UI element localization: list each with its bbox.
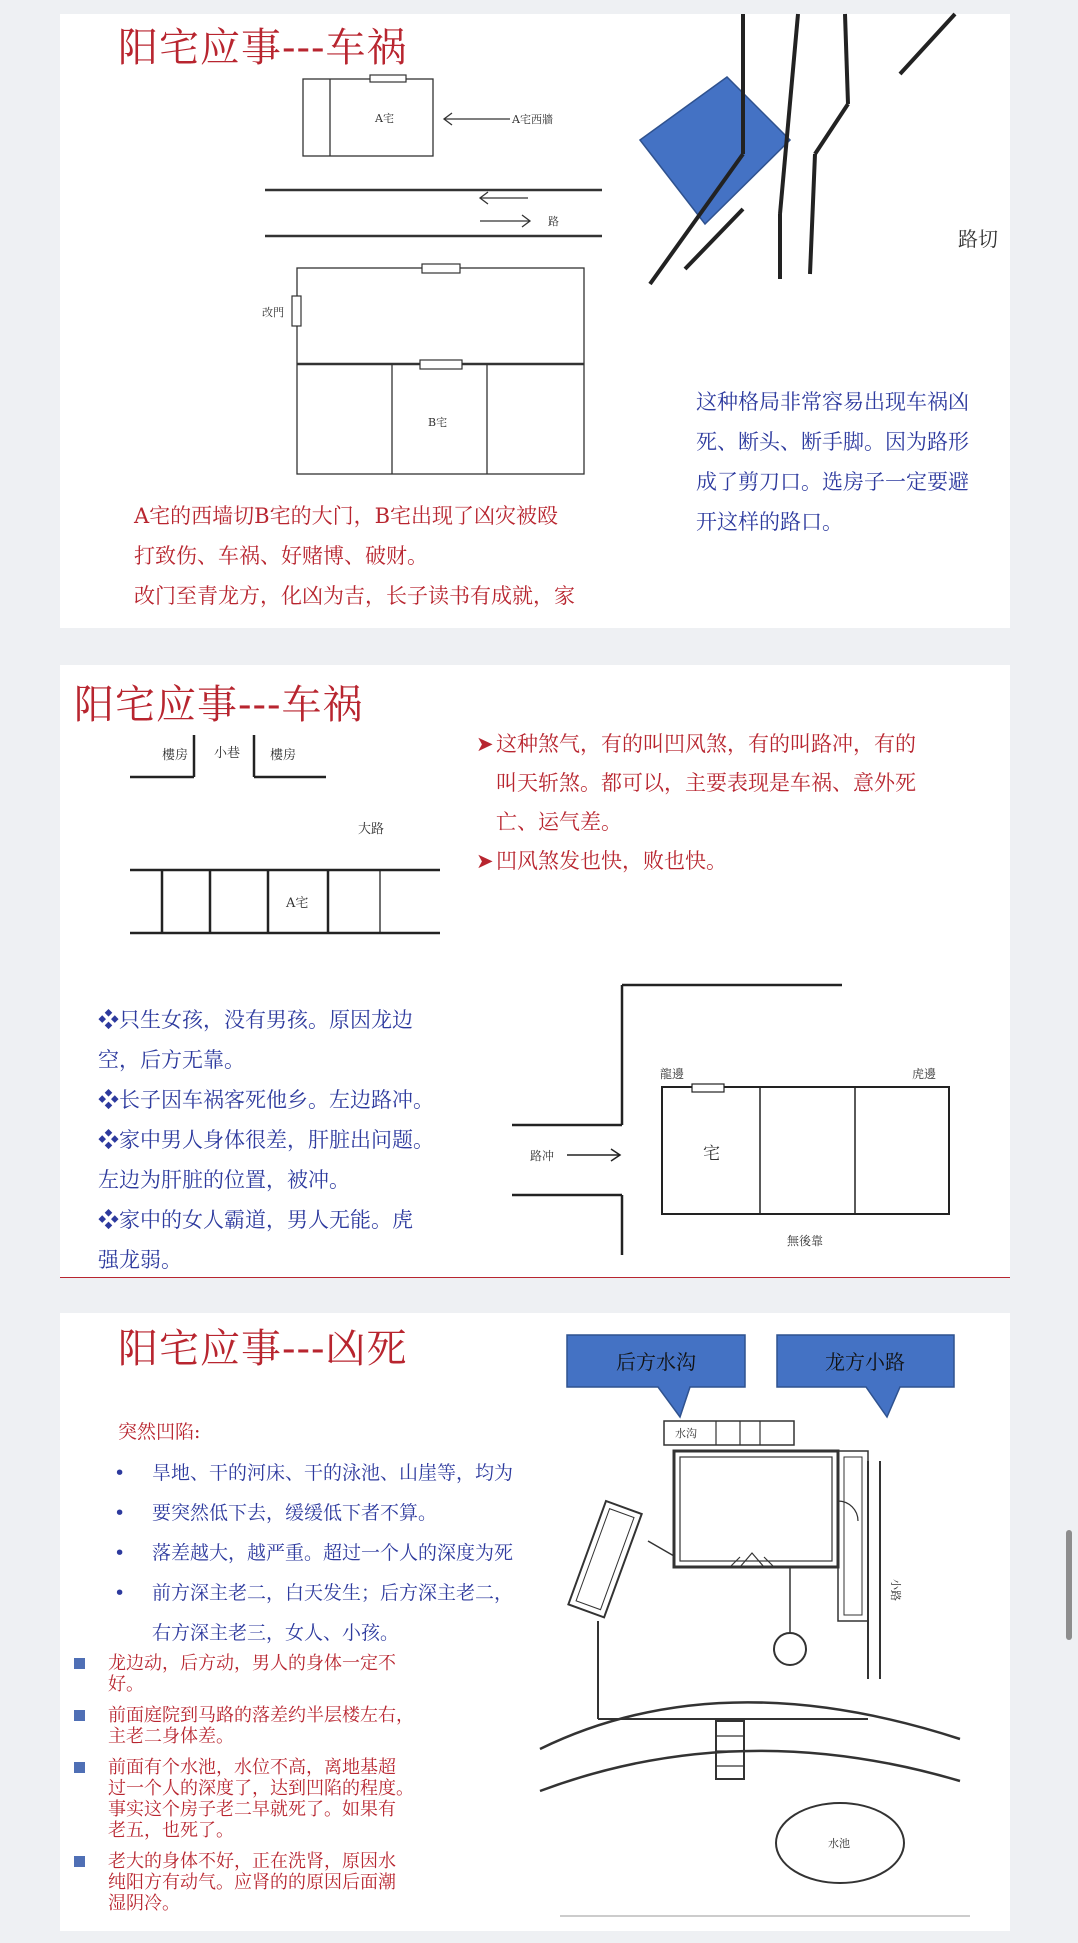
left-bullet-4-line-2: 强龙弱。 — [98, 1248, 182, 1272]
dragon-side-label: 龍邊 — [660, 1067, 685, 1081]
diamond-bullet-icon: ❖ — [98, 1008, 119, 1032]
slide-1-title: 阳宅应事---车祸 — [118, 25, 408, 71]
left-text-line-2: 打致伤、车祸、好赌博、破财。 — [134, 544, 428, 568]
dot-item-3 — [114, 1533, 534, 1573]
left-bullet-1 — [98, 1000, 478, 1080]
square-item-3-line-3: 事实这个房子老二早就死了。如果有 — [108, 1799, 396, 1820]
slide-3 — [60, 1313, 1010, 1931]
house-b-door — [420, 360, 462, 369]
diamond-bullet-icon: ❖ — [98, 1128, 119, 1152]
dot-item-4 — [114, 1573, 534, 1653]
building-left-label: 樓房 — [162, 748, 189, 763]
left-bullet-4 — [98, 1200, 478, 1280]
dot-bullet-icon: • — [114, 1502, 126, 1524]
curved-road-bottom — [540, 1751, 960, 1791]
small-road-label: 小路 — [889, 1579, 902, 1601]
curved-road-top — [540, 1702, 960, 1749]
right-text-line-1: 这种格局非常容易出现车祸凶 — [696, 390, 969, 414]
left-bullet-4-line-1: 家中的女人霸道，男人无能。虎 — [119, 1208, 413, 1232]
slide-1 — [60, 14, 1010, 628]
side-annex — [838, 1451, 868, 1621]
arrow-bullet-icon: ➤ — [476, 849, 494, 873]
slide-2-left-bullets — [98, 1000, 478, 1280]
right-text-line-3: 成了剪刀口。选房子一定要避 — [696, 470, 969, 494]
dot-bullet-icon: • — [114, 1582, 126, 1604]
top-bullet-1-line-1: 这种煞气，有的叫凹风煞，有的叫路冲，有的 — [496, 732, 916, 756]
dot-item-3-line-1: 落差越大，越严重。超过一个人的深度为死 — [152, 1542, 514, 1564]
left-text-line-3: 改门至青龙方，化凶为吉，长子读书有成就，家 — [134, 584, 575, 608]
square-item-1-line-2: 好。 — [108, 1674, 144, 1695]
top-door — [422, 264, 460, 273]
page-scrollbar[interactable] — [1066, 1530, 1072, 1640]
callout-back-ditch — [567, 1335, 745, 1417]
square-item-1-line-1: 龙边动，后方动，男人的身体一定不 — [108, 1653, 396, 1674]
square-item-4 — [74, 1851, 474, 1914]
dot-item-1-line-1: 旱地、干的河床、干的泳池、山崖等，均为 — [152, 1462, 514, 1484]
top-bullet-1 — [476, 725, 1006, 842]
left-bullet-1-line-1: 只生女孩，没有男孩。原因龙边 — [119, 1008, 413, 1032]
slide-3-subtitle: 突然凹陷: — [118, 1421, 201, 1443]
square-item-3-line-1: 前面有个水池，水位不高，离地基超 — [108, 1757, 396, 1778]
house-a-door — [370, 75, 406, 82]
square-item-3-line-2: 过一个人的深度了，达到凹陷的程度。 — [108, 1778, 414, 1799]
road-rush-label: 路冲 — [530, 1149, 555, 1163]
top-bullet-1-line-3: 亡、运气差。 — [496, 810, 622, 834]
slide-1-right-diagram — [640, 14, 998, 314]
right-text-line-2: 死、断头、断手脚。因为路形 — [696, 430, 969, 454]
slide-2-top-bullets — [476, 725, 1006, 881]
road-line-2 — [780, 14, 798, 214]
arrow-bullet-icon: ➤ — [476, 732, 494, 756]
dot-item-4-line-2: 右方深主老三，女人、小孩。 — [152, 1622, 400, 1644]
road-line-4 — [900, 14, 955, 74]
road-label: 路 — [548, 215, 559, 228]
house-a-label: A宅 — [375, 112, 394, 125]
square-item-4-line-1: 老大的身体不好，正在洗肾，原因水 — [108, 1851, 396, 1872]
square-item-2-line-1: 前面庭院到马路的落差约半层楼左右， — [108, 1705, 414, 1726]
diamond-bullet-icon: ❖ — [98, 1088, 119, 1112]
left-bullet-1-line-2: 空，后方无靠。 — [98, 1048, 245, 1072]
square-item-3 — [74, 1757, 474, 1841]
left-bullet-3 — [98, 1120, 478, 1200]
square-bullet-icon — [74, 1762, 85, 1773]
dot-item-1 — [114, 1453, 534, 1493]
house-b-block — [297, 268, 584, 474]
house-door-2 — [692, 1084, 724, 1092]
west-wall-label: A宅西牆 — [512, 113, 553, 126]
slide-2-title: 阳宅应事---车祸 — [74, 682, 364, 728]
square-bullet-icon — [74, 1658, 85, 1669]
slide-1-right-text — [696, 382, 1006, 542]
door-change-label: 改門 — [262, 306, 284, 319]
dot-item-2 — [114, 1493, 534, 1533]
house-block — [640, 77, 790, 224]
square-bullet-icon — [74, 1856, 85, 1867]
changed-door — [292, 296, 301, 326]
square-item-4-line-3: 湿阴冷。 — [108, 1893, 180, 1914]
left-bullet-2-line-1: 长子因车祸客死他乡。左边路冲。 — [119, 1088, 434, 1112]
well-circle — [774, 1633, 806, 1665]
road-line-3 — [845, 14, 848, 104]
square-item-3-line-4: 老五，也死了。 — [108, 1820, 234, 1841]
tiger-side-label: 虎邊 — [912, 1067, 937, 1081]
square-bullet-icon — [74, 1710, 85, 1721]
dot-item-4-line-1: 前方深主老二，白天发生；后方深主老二， — [152, 1582, 514, 1604]
main-road-label: 大路 — [358, 822, 385, 837]
top-bullet-2 — [476, 842, 1006, 881]
slide-2-bottom-diagram — [512, 985, 1002, 1275]
house-a-outline — [303, 79, 433, 156]
dot-bullet-icon: • — [114, 1542, 126, 1564]
building-right-label: 樓房 — [270, 748, 297, 763]
square-item-4-line-2: 纯阳方有动气。应肾的的原因后面潮 — [108, 1872, 396, 1893]
right-text-line-4: 开这样的路口。 — [696, 510, 843, 534]
left-bullet-3-line-1: 家中男人身体很差，肝脏出问题。 — [119, 1128, 434, 1152]
dot-item-2-line-1: 要突然低下去，缓缓低下者不算。 — [152, 1502, 438, 1524]
house-b-label: B宅 — [428, 416, 448, 429]
alley-label: 小巷 — [214, 746, 241, 761]
callout-back-ditch-text: 后方水沟 — [616, 1350, 696, 1374]
left-bullet-3-line-2: 左边为肝脏的位置，被冲。 — [98, 1168, 350, 1192]
pool-label: 水池 — [828, 1837, 850, 1850]
slide-1-left-text — [134, 496, 654, 616]
door-icon — [730, 1553, 774, 1567]
slide-2 — [60, 665, 1010, 1278]
diamond-bullet-icon: ❖ — [98, 1208, 119, 1232]
top-bullet-2-line-1: 凹风煞发也快，败也快。 — [496, 849, 727, 873]
square-item-2-line-2: 主老二身体差。 — [108, 1726, 234, 1747]
dot-list — [114, 1453, 534, 1653]
left-bullet-2 — [98, 1080, 478, 1120]
dot-bullet-icon: • — [114, 1462, 126, 1484]
left-text-line-1: A宅的西墙切B宅的大门，B宅出现了凶灾被殴 — [134, 504, 559, 528]
square-list — [74, 1653, 474, 1914]
square-item-2 — [74, 1705, 474, 1747]
main-house — [674, 1451, 838, 1567]
no-backing-label: 無後靠 — [787, 1234, 824, 1248]
ditch-label: 水沟 — [675, 1427, 697, 1440]
top-bullet-1-line-2: 叫天斩煞。都可以，主要表现是车祸、意外死 — [496, 771, 916, 795]
callout-dragon-road — [777, 1335, 954, 1417]
square-item-1 — [74, 1653, 474, 1695]
tilted-shed — [568, 1501, 641, 1617]
slide-2-top-diagram — [120, 735, 460, 975]
slide-3-title: 阳宅应事---凶死 — [118, 1326, 408, 1372]
slide-1-left-diagram — [190, 64, 590, 444]
slide-3-diagram — [540, 1331, 990, 1931]
house-label-2: 宅 — [703, 1144, 720, 1164]
road-cut-label: 路切 — [958, 227, 998, 251]
house-a-label-2: A宅 — [286, 896, 309, 911]
callout-dragon-road-text: 龙方小路 — [825, 1350, 905, 1374]
